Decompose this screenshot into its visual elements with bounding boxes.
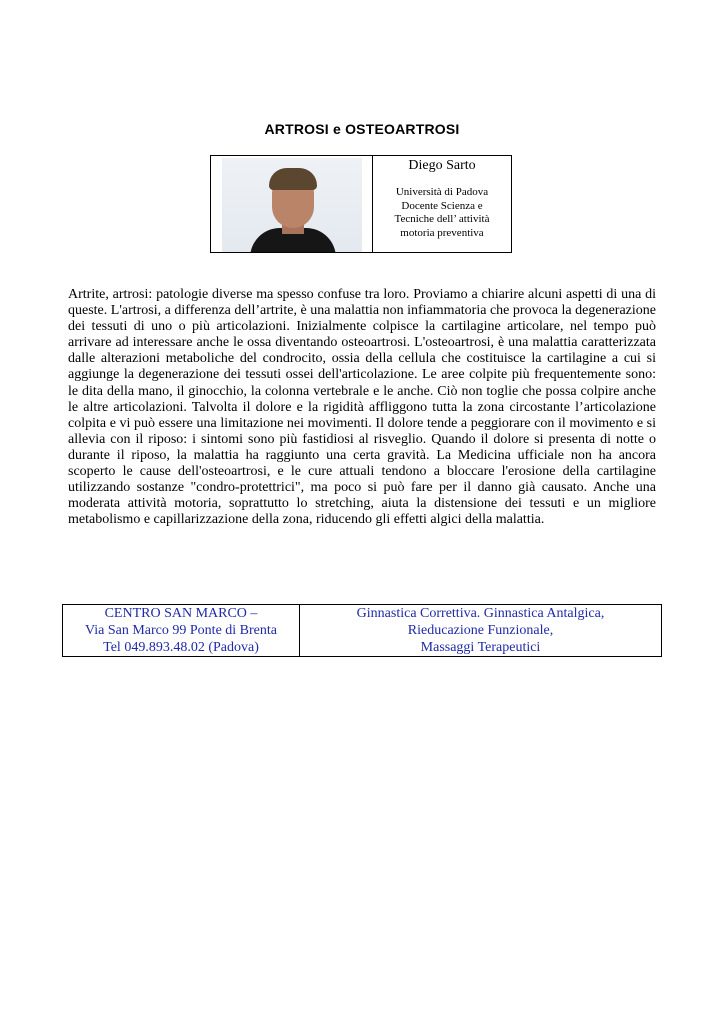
author-role-line: Università di Padova [395,186,489,198]
services-list [300,605,661,656]
center-address [63,605,300,656]
service-line: Rieducazione Funzionale, [407,623,554,638]
author-role [373,186,511,240]
author-name: Diego Sarto [408,158,476,173]
author-role-line: Docente Scienza e [401,199,483,212]
article-body: Artrite, artrosi: patologie diverse ma spesso confuse tra loro. Proviamo a chiarire alcuni aspetti di una di queste. L'artrosi, a differenza dell’artrite, è una malattia non infiammatoria che provoca la degenerazione dei tessuti di uno o più articolazioni. Inizialmente colpisce la cartilagine articolare, nel tempo può arrivare ad interessare anche le ossa diventando osteoartrosi. L'osteoartrosi, è una malattia caratterizzata dalle alterazioni metaboliche del condrocito, ossia della cellula che costituisce la cartilagine a cui si aggiunge la degenerazione dei tessuti ossei dell'articolazione. Le aree colpite più frequentemente sono: le dita della mano, il ginocchio, la colonna vertebrale e le anche. Ciò non toglie che possa colpire anche le altre articolazioni. Talvolta il dolore e la rigidità affliggono tutta la zona circostante l’articolazione colpita e vi può essere una limitazione nei movimenti. Il dolore tende a peggiorare con il movimento e si allevia con il riposo: i sintomi sono più fastidiosi al risveglio. Quando il dolore si presenta di notte o durante il riposo, la malattia ha raggiunto una certa gravità. La Medicina ufficiale non ha ancora scoperto le cause dell'osteoartrosi, e le cure attuali tendono a bloccare l'erosione della cartilagine utilizzando sostanze "condro-protettrici", ma poco si può fare per il danno già causato. Anche una moderata attività motoria, soprattutto lo stretching, aiuta la distensione dei tessuti e un migliore metabolismo e capillarizzazione della zona, riducendo gli effetti algici della malattia. [68,287,656,528]
author-photo-cell [211,156,373,252]
contact-footer [62,604,662,657]
center-street: Via San Marco 99 Ponte di Brenta [84,623,277,638]
author-info-cell [373,156,511,252]
center-phone: Tel 049.893.48.02 (Padova) [103,640,259,655]
author-photo [222,158,362,252]
author-role-line: Tecniche dell’ attività [394,213,490,225]
document-title: ARTROSI e OSTEOARTROSI [264,121,460,137]
author-role-line: motoria preventiva [400,226,484,239]
service-line: Massaggi Terapeutici [420,640,541,655]
author-box [210,155,512,253]
service-line: Ginnastica Correttiva. Ginnastica Antalgica, [356,606,605,621]
center-name: CENTRO SAN MARCO – [104,606,258,621]
